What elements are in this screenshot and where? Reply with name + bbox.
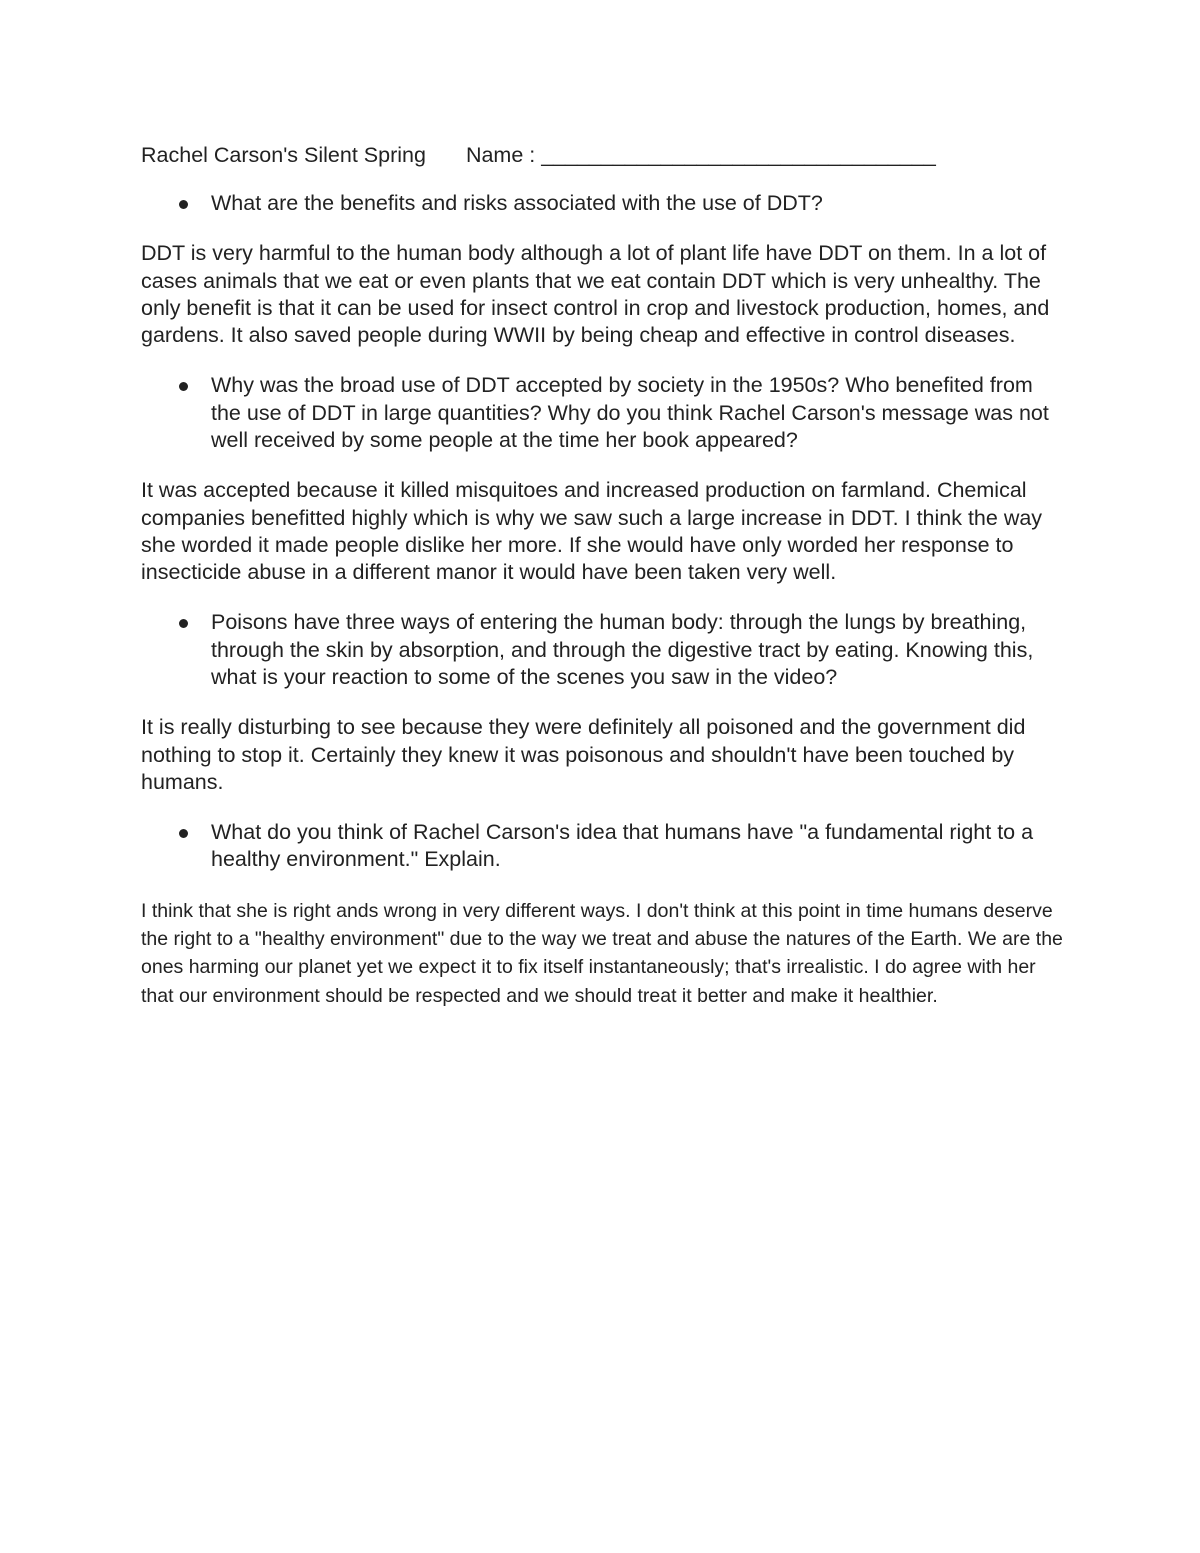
bullet-icon xyxy=(179,382,188,391)
answer-3: It is really disturbing to see because they were definitely all poisoned and the government did nothing to stop it. Certainly they knew it was poisonous and shouldn't have been touched by humans. xyxy=(141,715,1026,794)
answer-1: DDT is very harmful to the human body although a lot of plant life have DDT on them. In a lot of cases animals that we eat or even plants that we eat contain DDT which is very unhealthy. The only benefit is that it can be used for insect control in crop and livestock production, homes, and gardens. It also saved people during WWII by being cheap and effective in control diseases. xyxy=(141,241,1050,348)
question-text: What are the benefits and risks associated with the use of DDT? xyxy=(211,191,823,215)
answer-4: I think that she is right ands wrong in very different ways. I don't think at this point in time humans deserve the right to a "healthy environment" due to the way we treat and abuse the natures of the Earth. We are the ones harming our planet yet we expect it to fix itself instantaneously; that's irrealistic. I do agree with her that our environment should be respected and we should treat it better and make it healthier. xyxy=(141,899,1063,1007)
question-2 xyxy=(141,372,1066,454)
question-text: What do you think of Rachel Carson's idea that humans have "a fundamental right to a healthy environment." Explain. xyxy=(211,820,1034,872)
question-4 xyxy=(141,819,1066,874)
bullet-icon xyxy=(179,200,188,209)
name-field-label: Name : _________________________________ xyxy=(465,143,936,167)
bullet-icon xyxy=(179,829,188,838)
question-1 xyxy=(141,190,1066,217)
question-text: Poisons have three ways of entering the human body: through the lungs by breathing, through the skin by absorption, and through the digestive tract by eating. Knowing this, what is your reaction to some of the scenes you saw in the video? xyxy=(211,610,1034,690)
bullet-icon xyxy=(179,619,188,628)
question-text: Why was the broad use of DDT accepted by society in the 1950s? Who benefited from the use of DDT in large quantities? Why do you think Rachel Carson's message was not well received by some people at the time her book appeared? xyxy=(211,373,1049,453)
document-title: Rachel Carson's Silent Spring xyxy=(141,143,426,167)
document-header xyxy=(141,140,1066,170)
answer-2: It was accepted because it killed misquitoes and increased production on farmland. Chemical companies benefitted highly which is why we saw such a large increase in DDT. I think the way she worded it made people dislike her more. If she would have only worded her response to insecticide abuse in a different manor it would have been taken very well. xyxy=(141,478,1043,585)
question-3 xyxy=(141,609,1066,691)
document-content xyxy=(141,140,1066,1033)
